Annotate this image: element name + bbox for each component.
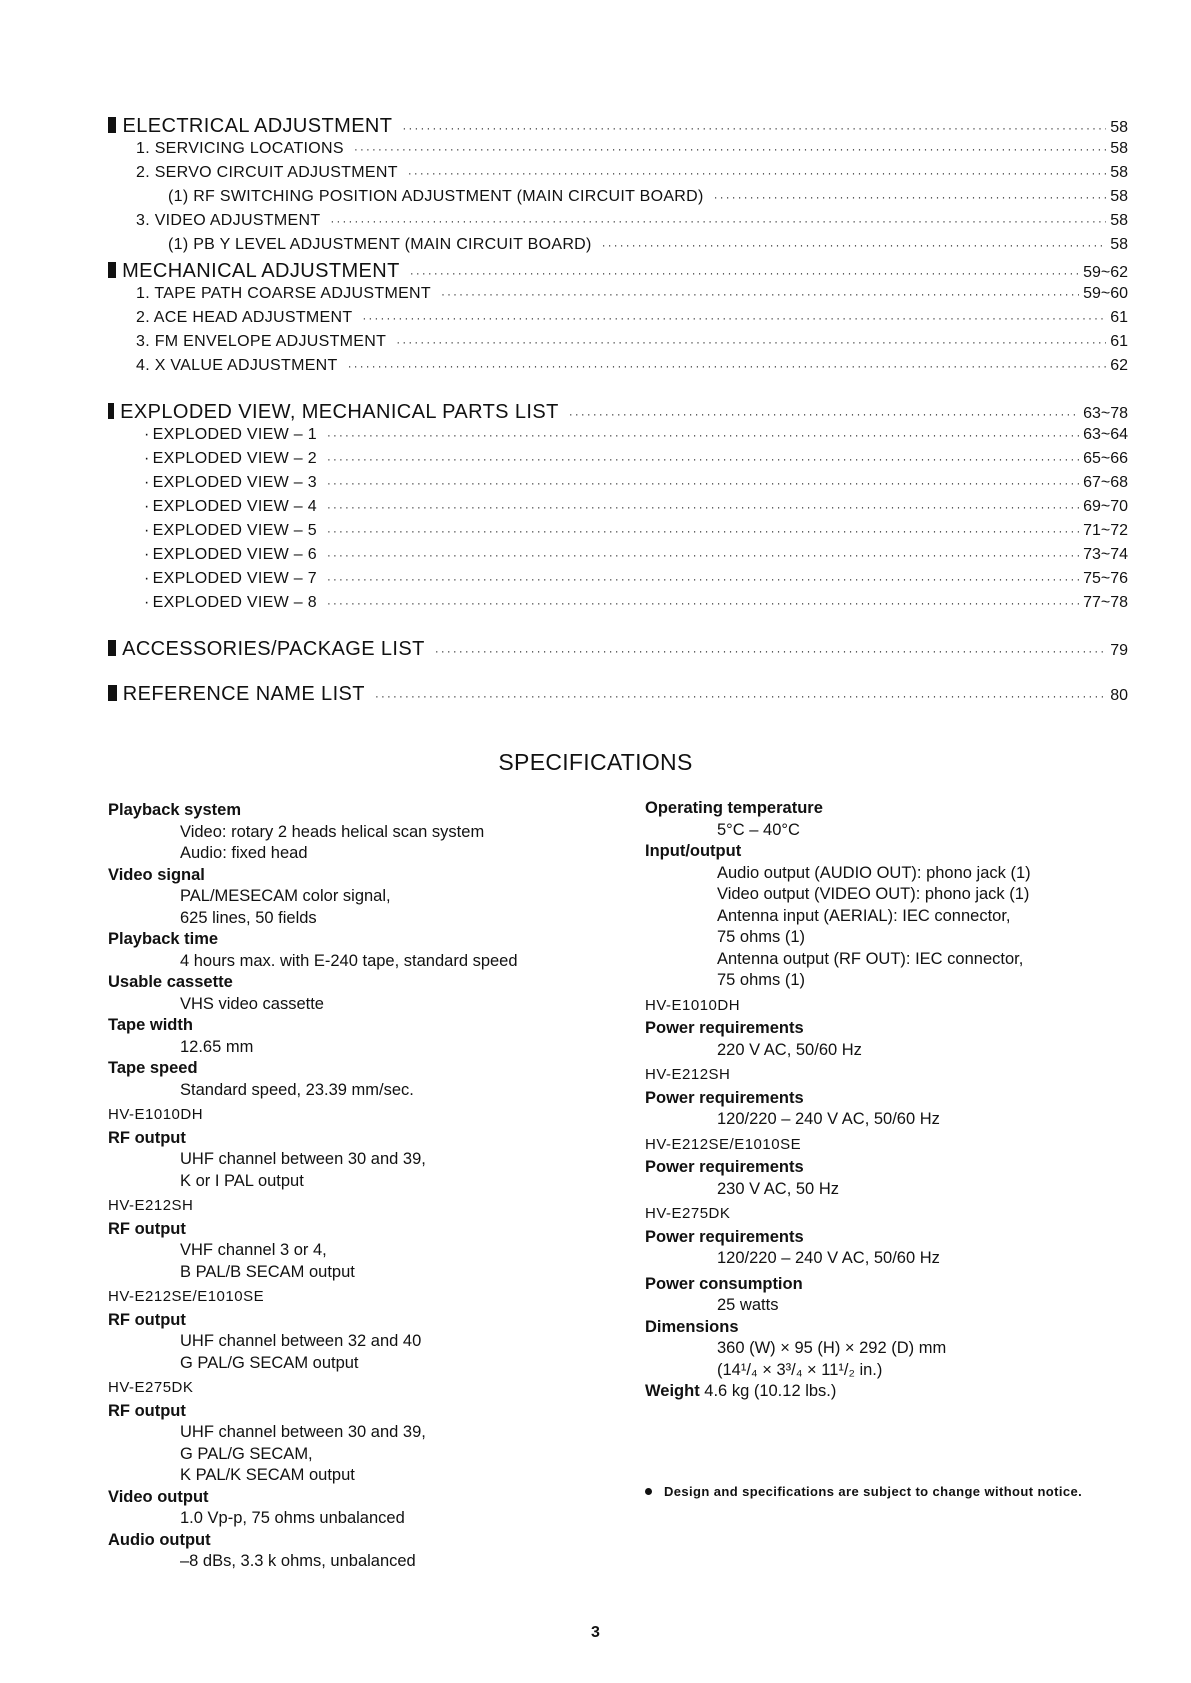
spec-value: 4.6 kg (10.12 lbs.) (704, 1382, 837, 1400)
page-number: 3 (591, 1624, 600, 1641)
toc-label: EXPLODED VIEW – 8 (152, 594, 317, 611)
dot-bullet-icon: · (144, 594, 150, 611)
spec-heading: Playback system (108, 801, 242, 819)
spec-value: Antenna input (AERIAL): IEC connector, (717, 906, 1011, 925)
toc-label: EXPLODED VIEW – 7 (152, 570, 317, 587)
model-label: HV-E212SE/E1010SE (645, 1135, 802, 1153)
model-label: HV-E1010DH (108, 1106, 204, 1123)
spec-value: VHS video cassette (180, 994, 324, 1013)
spec-value: Standard speed, 23.39 mm/sec. (180, 1080, 414, 1099)
spec-heading: Tape speed (108, 1059, 198, 1077)
toc-label: 1. TAPE PATH COARSE ADJUSTMENT (136, 285, 431, 302)
spec-value: Antenna output (RF OUT): IEC connector, (717, 949, 1024, 968)
dot-leader (435, 644, 1106, 658)
spec-heading: Weight (645, 1382, 700, 1400)
dot-leader (354, 142, 1106, 156)
toc-label: 4. X VALUE ADJUSTMENT (136, 357, 338, 374)
toc-label: EXPLODED VIEW – 2 (152, 450, 317, 467)
toc-section-mechanical (108, 260, 1128, 285)
spec-value: 120/220 – 240 V AC, 50/60 Hz (717, 1110, 940, 1128)
toc-label: EXPLODED VIEW – 6 (152, 546, 317, 563)
spec-heading: RF output (108, 1219, 186, 1238)
toc-label: (1) RF SWITCHING POSITION ADJUSTMENT (MAIN CIRCUIT BOARD) (168, 188, 704, 205)
toc-label: EXPLODED VIEW – 5 (152, 522, 317, 539)
toc-page: 63~78 (1083, 405, 1128, 422)
toc-page: 79 (1110, 642, 1128, 659)
weight-row (645, 1381, 1125, 1403)
toc-page: 73~74 (1083, 546, 1128, 563)
spec-heading: Power requirements (645, 1227, 804, 1246)
toc-title: ELECTRICAL ADJUSTMENT (122, 115, 393, 137)
spec-value: 4 hours max. with E-240 tape, standard speed (180, 951, 518, 970)
spec-value: B PAL/B SECAM output (180, 1262, 355, 1281)
dot-leader (327, 500, 1079, 514)
spec-value: 75 ohms (1) (717, 971, 806, 989)
square-bullet-icon (108, 685, 117, 701)
toc-title: ACCESSORIES/PACKAGE LIST (122, 638, 425, 660)
dot-leader (348, 359, 1107, 373)
toc-page: 61 (1110, 333, 1128, 350)
toc-item (108, 140, 1128, 164)
model-label: HV-E212SE/E1010SE (108, 1288, 265, 1305)
toc-item (108, 333, 1128, 357)
dot-leader (396, 335, 1106, 349)
toc-page: 58 (1110, 188, 1128, 205)
toc-page: 67~68 (1083, 474, 1128, 491)
toc-item (108, 164, 1128, 188)
toc-label: EXPLODED VIEW – 1 (152, 426, 317, 443)
dot-leader (327, 428, 1079, 442)
spec-heading: Input/output (645, 842, 742, 860)
dot-leader (327, 596, 1079, 610)
toc-page: 58 (1110, 236, 1128, 253)
spacer (108, 381, 1128, 401)
spec-heading: Operating temperature (645, 799, 823, 817)
spec-value: 75 ohms (1) (717, 928, 806, 946)
dot-bullet-icon: · (144, 474, 150, 491)
toc-page: 59~62 (1083, 264, 1128, 281)
spec-value: 5°C – 40°C (717, 820, 800, 839)
spec-value: 25 watts (717, 1296, 779, 1314)
spec-value: G PAL/G SECAM, (180, 1444, 313, 1463)
spacer (108, 663, 1128, 683)
toc-label: 2. SERVO CIRCUIT ADJUSTMENT (136, 164, 398, 181)
spec-value: Video output (VIDEO OUT): phono jack (1) (717, 885, 1030, 903)
toc-item (108, 546, 1128, 570)
dot-bullet-icon: · (144, 498, 150, 515)
dot-leader (362, 311, 1106, 325)
spec-value: 120/220 – 240 V AC, 50/60 Hz (717, 1249, 940, 1267)
dot-leader (714, 190, 1107, 204)
toc-item (108, 498, 1128, 522)
spec-heading: Power requirements (645, 1158, 804, 1176)
toc-page: 58 (1110, 119, 1128, 136)
toc-page: 61 (1110, 309, 1128, 326)
spec-value: Audio: fixed head (180, 844, 308, 862)
spec-heading: RF output (108, 1401, 186, 1420)
toc-page: 65~66 (1083, 450, 1128, 467)
spec-value: Video: rotary 2 heads helical scan system (180, 822, 485, 841)
toc-item (108, 474, 1128, 498)
model-label: HV-E275DK (108, 1379, 194, 1396)
table-of-contents (108, 115, 1128, 708)
toc-label: EXPLODED VIEW – 4 (152, 498, 317, 515)
specs-right-column (645, 798, 1125, 1403)
toc-label: 3. FM ENVELOPE ADJUSTMENT (136, 333, 387, 350)
spec-heading: Dimensions (645, 1317, 739, 1336)
toc-title: REFERENCE NAME LIST (122, 683, 365, 705)
spec-value: K or I PAL output (180, 1171, 304, 1190)
spec-value: 360 (W) × 95 (H) × 292 (D) mm (717, 1339, 947, 1357)
spec-heading: Tape width (108, 1016, 193, 1034)
spec-value: K PAL/K SECAM output (180, 1466, 355, 1484)
toc-item (108, 212, 1128, 236)
specifications-title: SPECIFICATIONS (498, 749, 693, 775)
toc-page: 63~64 (1083, 426, 1128, 443)
dot-leader (327, 548, 1079, 562)
toc-page: 59~60 (1083, 285, 1128, 302)
spec-value: UHF channel between 30 and 39, (180, 1423, 426, 1441)
spec-heading: Video output (108, 1487, 209, 1506)
dot-leader (327, 524, 1079, 538)
toc-subitem (108, 236, 1128, 260)
square-bullet-icon (108, 117, 116, 133)
spec-value: (14¹/₄ × 3³/₄ × 11¹/₂ in.) (717, 1360, 883, 1379)
spec-value: –8 dBs, 3.3 k ohms, unbalanced (180, 1552, 416, 1570)
toc-section-reference (108, 683, 1128, 708)
dot-leader (330, 214, 1106, 228)
dot-bullet-icon: · (144, 522, 150, 539)
spec-value: VHF channel 3 or 4, (180, 1241, 327, 1259)
spec-heading: Video signal (108, 865, 205, 884)
spec-value: 12.65 mm (180, 1037, 254, 1056)
spec-heading: Power requirements (645, 1088, 804, 1107)
spec-heading: Playback time (108, 930, 219, 948)
dot-leader (602, 238, 1107, 252)
toc-section-exploded (108, 401, 1128, 426)
spec-heading: Usable cassette (108, 973, 233, 991)
toc-section-accessories (108, 638, 1128, 663)
dot-leader (441, 287, 1079, 301)
spec-value: 230 V AC, 50 Hz (717, 1179, 839, 1198)
spec-value: UHF channel between 30 and 39, (180, 1150, 426, 1168)
spacer (108, 618, 1128, 638)
dot-bullet-icon: · (144, 546, 150, 563)
spec-value: UHF channel between 32 and 40 (180, 1332, 422, 1350)
model-label: HV-E275DK (645, 1205, 731, 1222)
toc-item (108, 309, 1128, 333)
dot-leader (327, 572, 1079, 586)
toc-label: 1. SERVICING LOCATIONS (136, 140, 344, 157)
square-bullet-icon (108, 262, 116, 278)
spec-heading: RF output (108, 1128, 186, 1147)
spec-heading: Audio output (108, 1530, 211, 1549)
toc-item (108, 570, 1128, 594)
note-text: Design and specifications are subject to change without notice. (664, 1484, 1083, 1499)
spec-value: 625 lines, 50 fields (180, 908, 317, 927)
dot-bullet-icon (645, 1488, 652, 1495)
model-label: HV-E212SH (108, 1197, 194, 1214)
spec-heading: Power consumption (645, 1274, 803, 1293)
dot-leader (327, 452, 1079, 466)
toc-label: 3. VIDEO ADJUSTMENT (136, 212, 321, 229)
spec-heading: Power requirements (645, 1019, 804, 1037)
dot-leader (569, 407, 1079, 421)
dot-bullet-icon: · (144, 570, 150, 587)
toc-page: 58 (1110, 140, 1128, 157)
square-bullet-icon (108, 640, 116, 656)
toc-subitem (108, 188, 1128, 212)
toc-page: 75~76 (1083, 570, 1128, 587)
spec-value: G PAL/G SECAM output (180, 1353, 359, 1372)
dot-leader (402, 121, 1106, 135)
dot-bullet-icon: · (144, 450, 150, 467)
toc-item (108, 450, 1128, 474)
dot-bullet-icon: · (144, 426, 150, 443)
spec-value: 220 V AC, 50/60 Hz (717, 1040, 862, 1059)
spec-value: Audio output (AUDIO OUT): phono jack (1) (717, 863, 1031, 882)
spec-value: PAL/MESECAM color signal, (180, 887, 391, 905)
toc-label: (1) PB Y LEVEL ADJUSTMENT (MAIN CIRCUIT BOARD) (168, 236, 592, 253)
toc-item (108, 522, 1128, 546)
toc-item (108, 426, 1128, 450)
model-label: HV-E1010DH (645, 996, 741, 1014)
square-bullet-icon (108, 403, 114, 419)
toc-item (108, 285, 1128, 309)
model-label: HV-E212SH (645, 1066, 731, 1083)
dot-leader (410, 266, 1079, 280)
toc-section-electrical (108, 115, 1128, 140)
toc-page: 71~72 (1083, 522, 1128, 539)
toc-item (108, 357, 1128, 381)
toc-page: 58 (1110, 212, 1128, 229)
dot-leader (375, 689, 1106, 703)
spec-value: 1.0 Vp-p, 75 ohms unbalanced (180, 1509, 405, 1527)
spec-note (645, 1484, 1082, 1499)
toc-item (108, 594, 1128, 618)
toc-label: EXPLODED VIEW – 3 (152, 474, 317, 491)
toc-page: 80 (1110, 687, 1128, 704)
dot-leader (327, 476, 1079, 490)
toc-title: EXPLODED VIEW, MECHANICAL PARTS LIST (120, 401, 559, 423)
toc-page: 58 (1110, 164, 1128, 181)
toc-title: MECHANICAL ADJUSTMENT (122, 260, 400, 282)
toc-label: 2. ACE HEAD ADJUSTMENT (136, 309, 353, 326)
spec-heading: RF output (108, 1310, 186, 1329)
dot-leader (408, 166, 1106, 180)
specs-left-column (108, 800, 628, 1573)
toc-page: 62 (1110, 357, 1128, 374)
toc-page: 69~70 (1083, 498, 1128, 515)
toc-page: 77~78 (1083, 594, 1128, 611)
